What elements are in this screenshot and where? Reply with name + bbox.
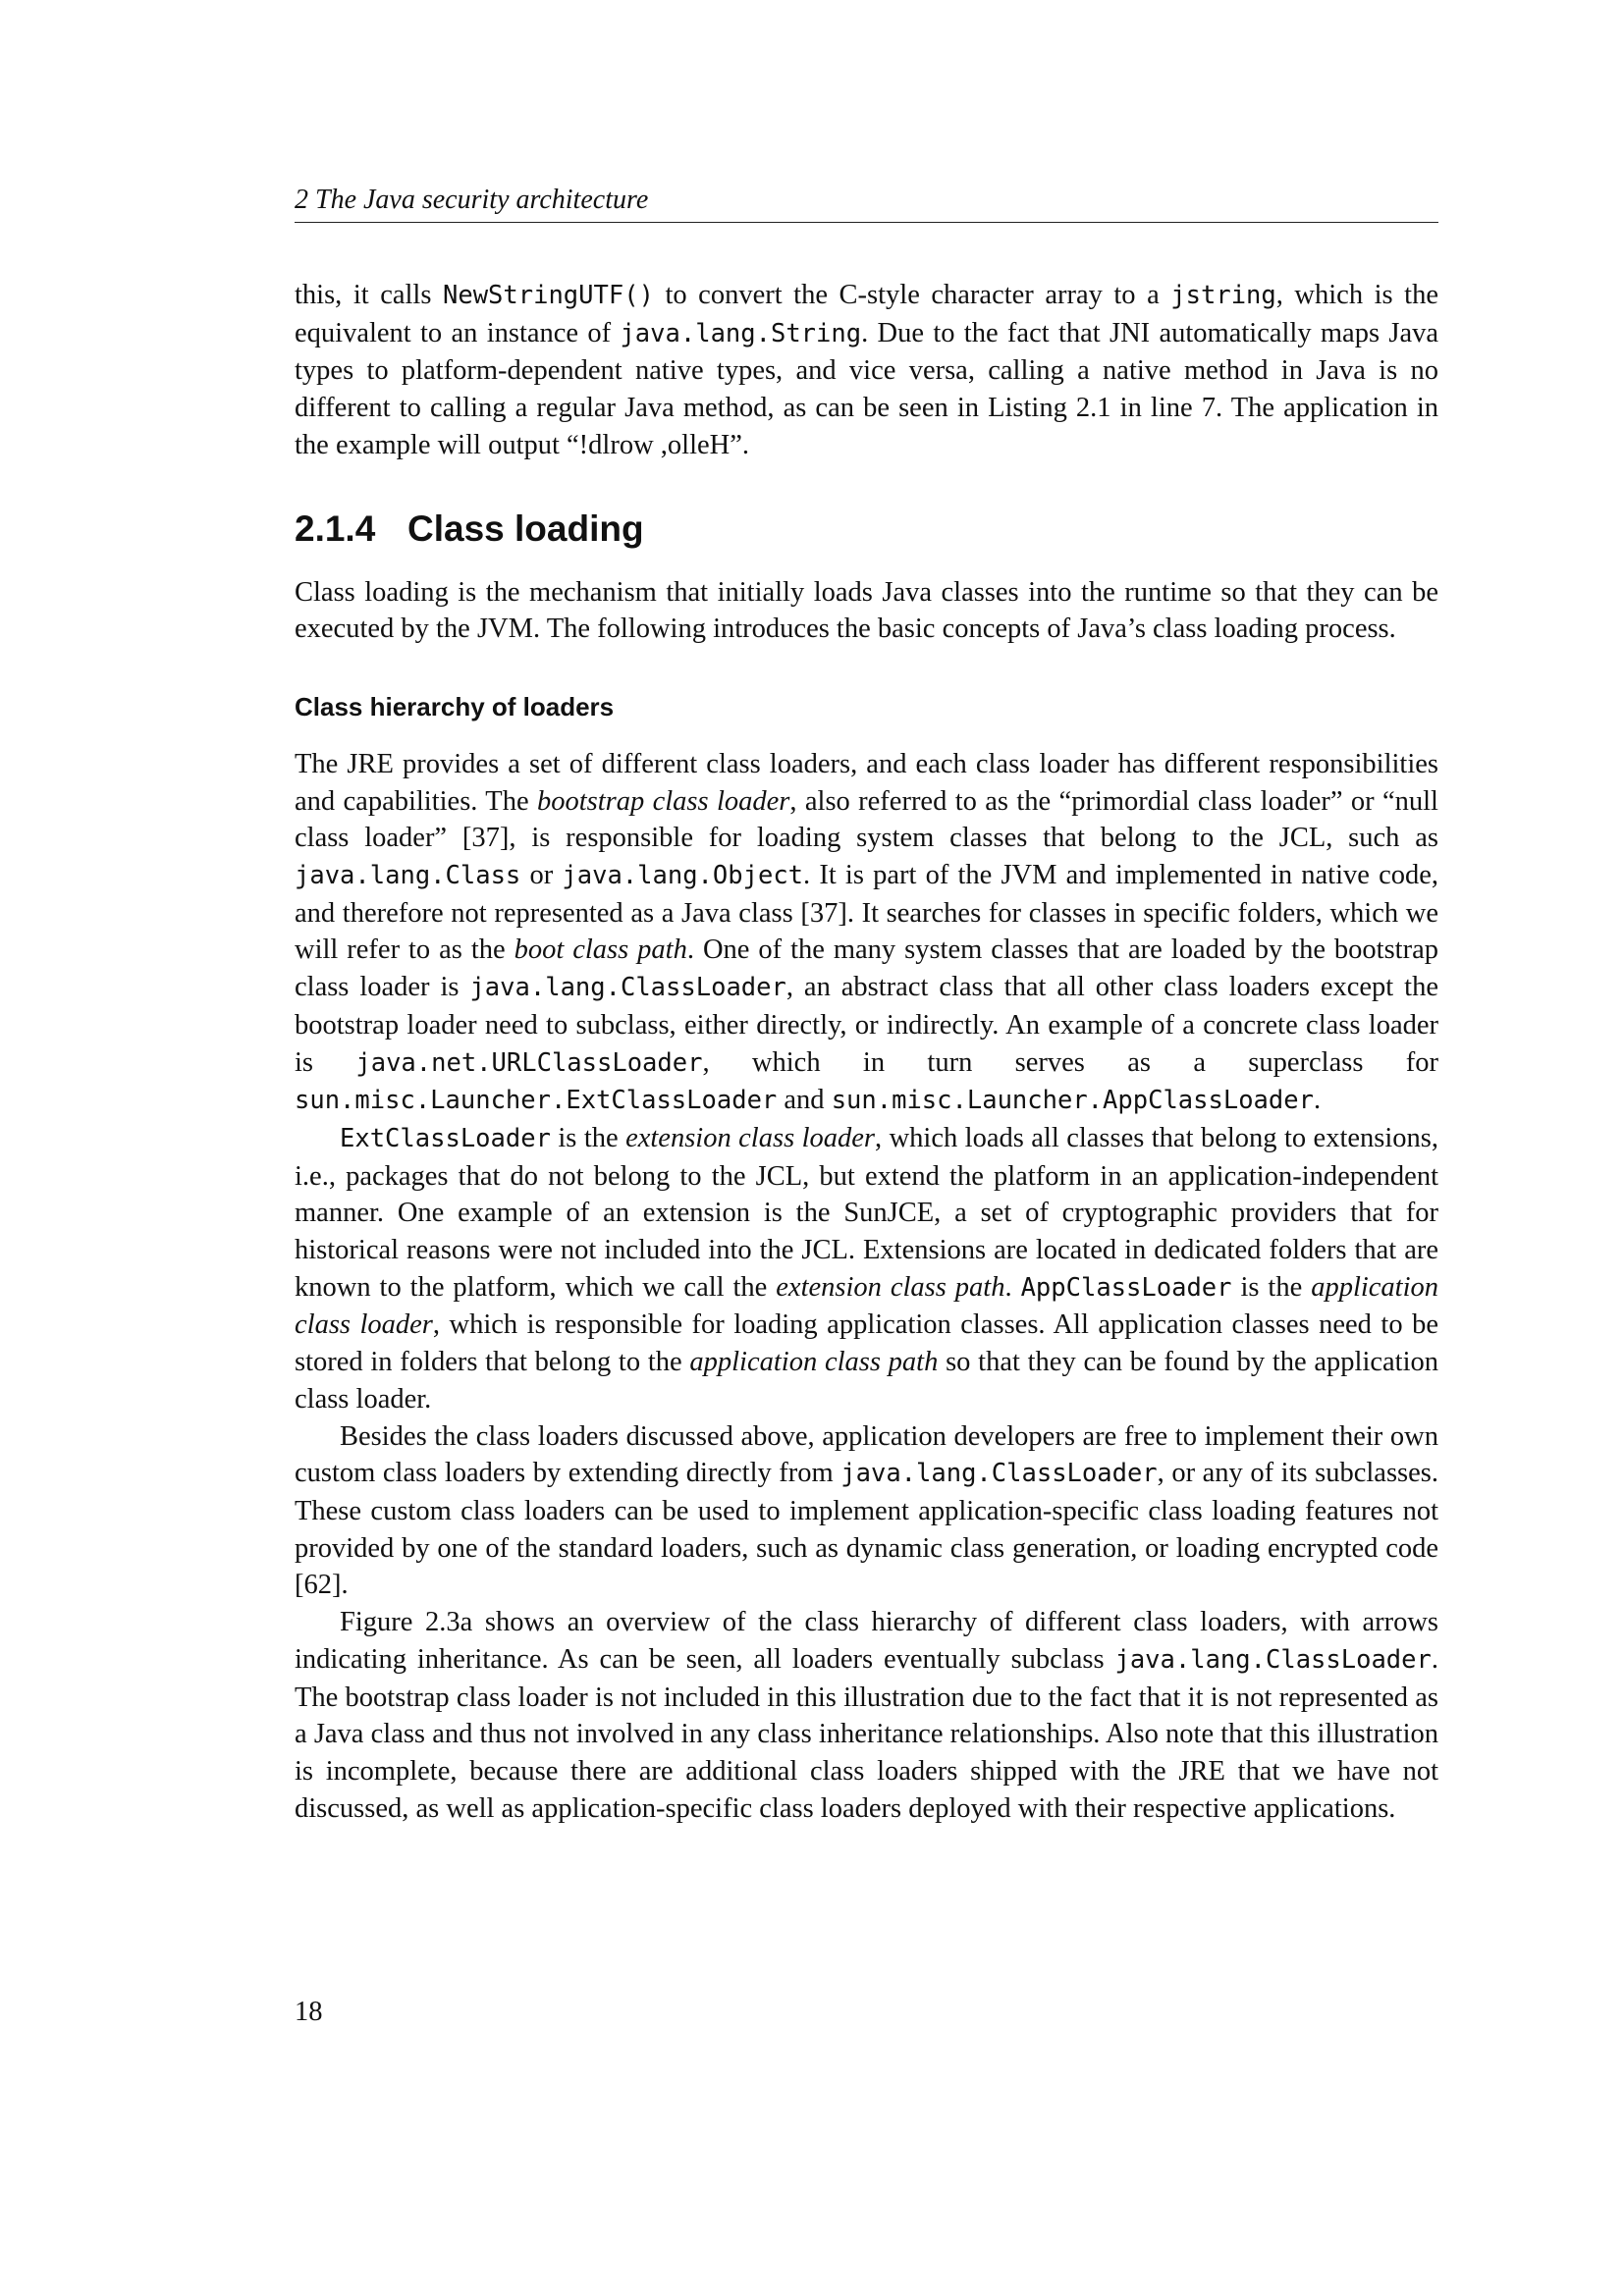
header-rule [295,222,1438,223]
paragraph-custom-loaders: Besides the class loaders discussed above, application developers are free to implement their own custom class loaders by extending directly from java.lang.ClassLoader, or any of its subclasses. These custom class loaders can be used to implement application-specific class loading features not provided by one of the standard loaders, such as dynamic class generation, or loading encrypted code [62]. [295,1420,1438,1601]
section-title: Class loading [407,507,644,549]
section-intro-paragraph: Class loading is the mechanism that initially loads Java classes into the runtime so that they can be executed by the JVM. The following introduces the basic concepts of Java’s class loading process. [295,576,1438,645]
section-number: 2.1.4 [295,507,376,549]
running-head: 2 The Java security architecture [295,185,649,215]
page-number: 18 [295,1997,323,2027]
paragraph-figure-reference: Figure 2.3a shows an overview of the class hierarchy of different class loaders, with arrows indicating inheritance. As can be seen, all loaders eventually subclass java.lang.ClassLoader. The bootstrap class loader is not included in this illustration due to the fact that it is not represented as a Java class and thus not involved in any class inheritance relationships. Also note that this illustration is incomplete, because there are additional class loaders shipped with the JRE that we have not discussed, as well as application-specific class loaders deployed with their respective applications. [295,1607,1438,1824]
paragraph-extension-loader: ExtClassLoader is the extension class loader, which loads all classes that belong to extensions, i.e., packages that do not belong to the JCL, but extend the platform in an application-independent manner. One example of an extension is the SunJCE, a set of cryptographic providers that for historical reasons were not included into the JCL. Extensions are located in dedicated folders that are known to the platform, which we call the extension class path. AppClassLoader is the application class loader, which is responsible for loading application classes. All application classes need to be stored in folders that belong to the application class path so that they can be found by the application class loader. [295,1122,1439,1415]
intro-paragraph: this, it calls NewStringUTF() to convert the C-style character array to a jstring, which is the equivalent to an instance of java.lang.String. Due to the fact that JNI automatically maps Java types to platform-dependent native types, and vice versa, calling a native method in Java is no different to calling a regular Java method, as can be seen in Listing 2.1 in line 7. The application in the example will output “!dlrow ,olleH”. [295,280,1439,460]
subsection-heading: Class hierarchy of loaders [295,691,615,721]
paragraph-bootstrap-loader: The JRE provides a set of different class loaders, and each class loader has different responsibilities and capabilities. The bootstrap class loader, also referred to as the “primordial class loader” or “null class loader” [37], is responsible for loading system classes that belong to the JCL, such as java.lang.Class or java.lang.Object. It is part of the JVM and implemented in native code, and therefore not represented as a Java class [37]. It searches for classes in specific folders, which we will refer to as the boot class path. One of the many system classes that are loaded by the bootstrap class loader is java.lang.ClassLoader, an abstract class that all other class loaders except the bootstrap loader need to subclass, either directly, or indirectly. An example of a concrete class loader is java.net.URLClassLoader, which in turn serves as a superclass for sun.misc.Launcher.ExtClassLoader and sun.misc.Launcher.AppClassLoader. [295,748,1439,1116]
section-heading [295,507,1438,551]
body-text [295,277,1438,1827]
